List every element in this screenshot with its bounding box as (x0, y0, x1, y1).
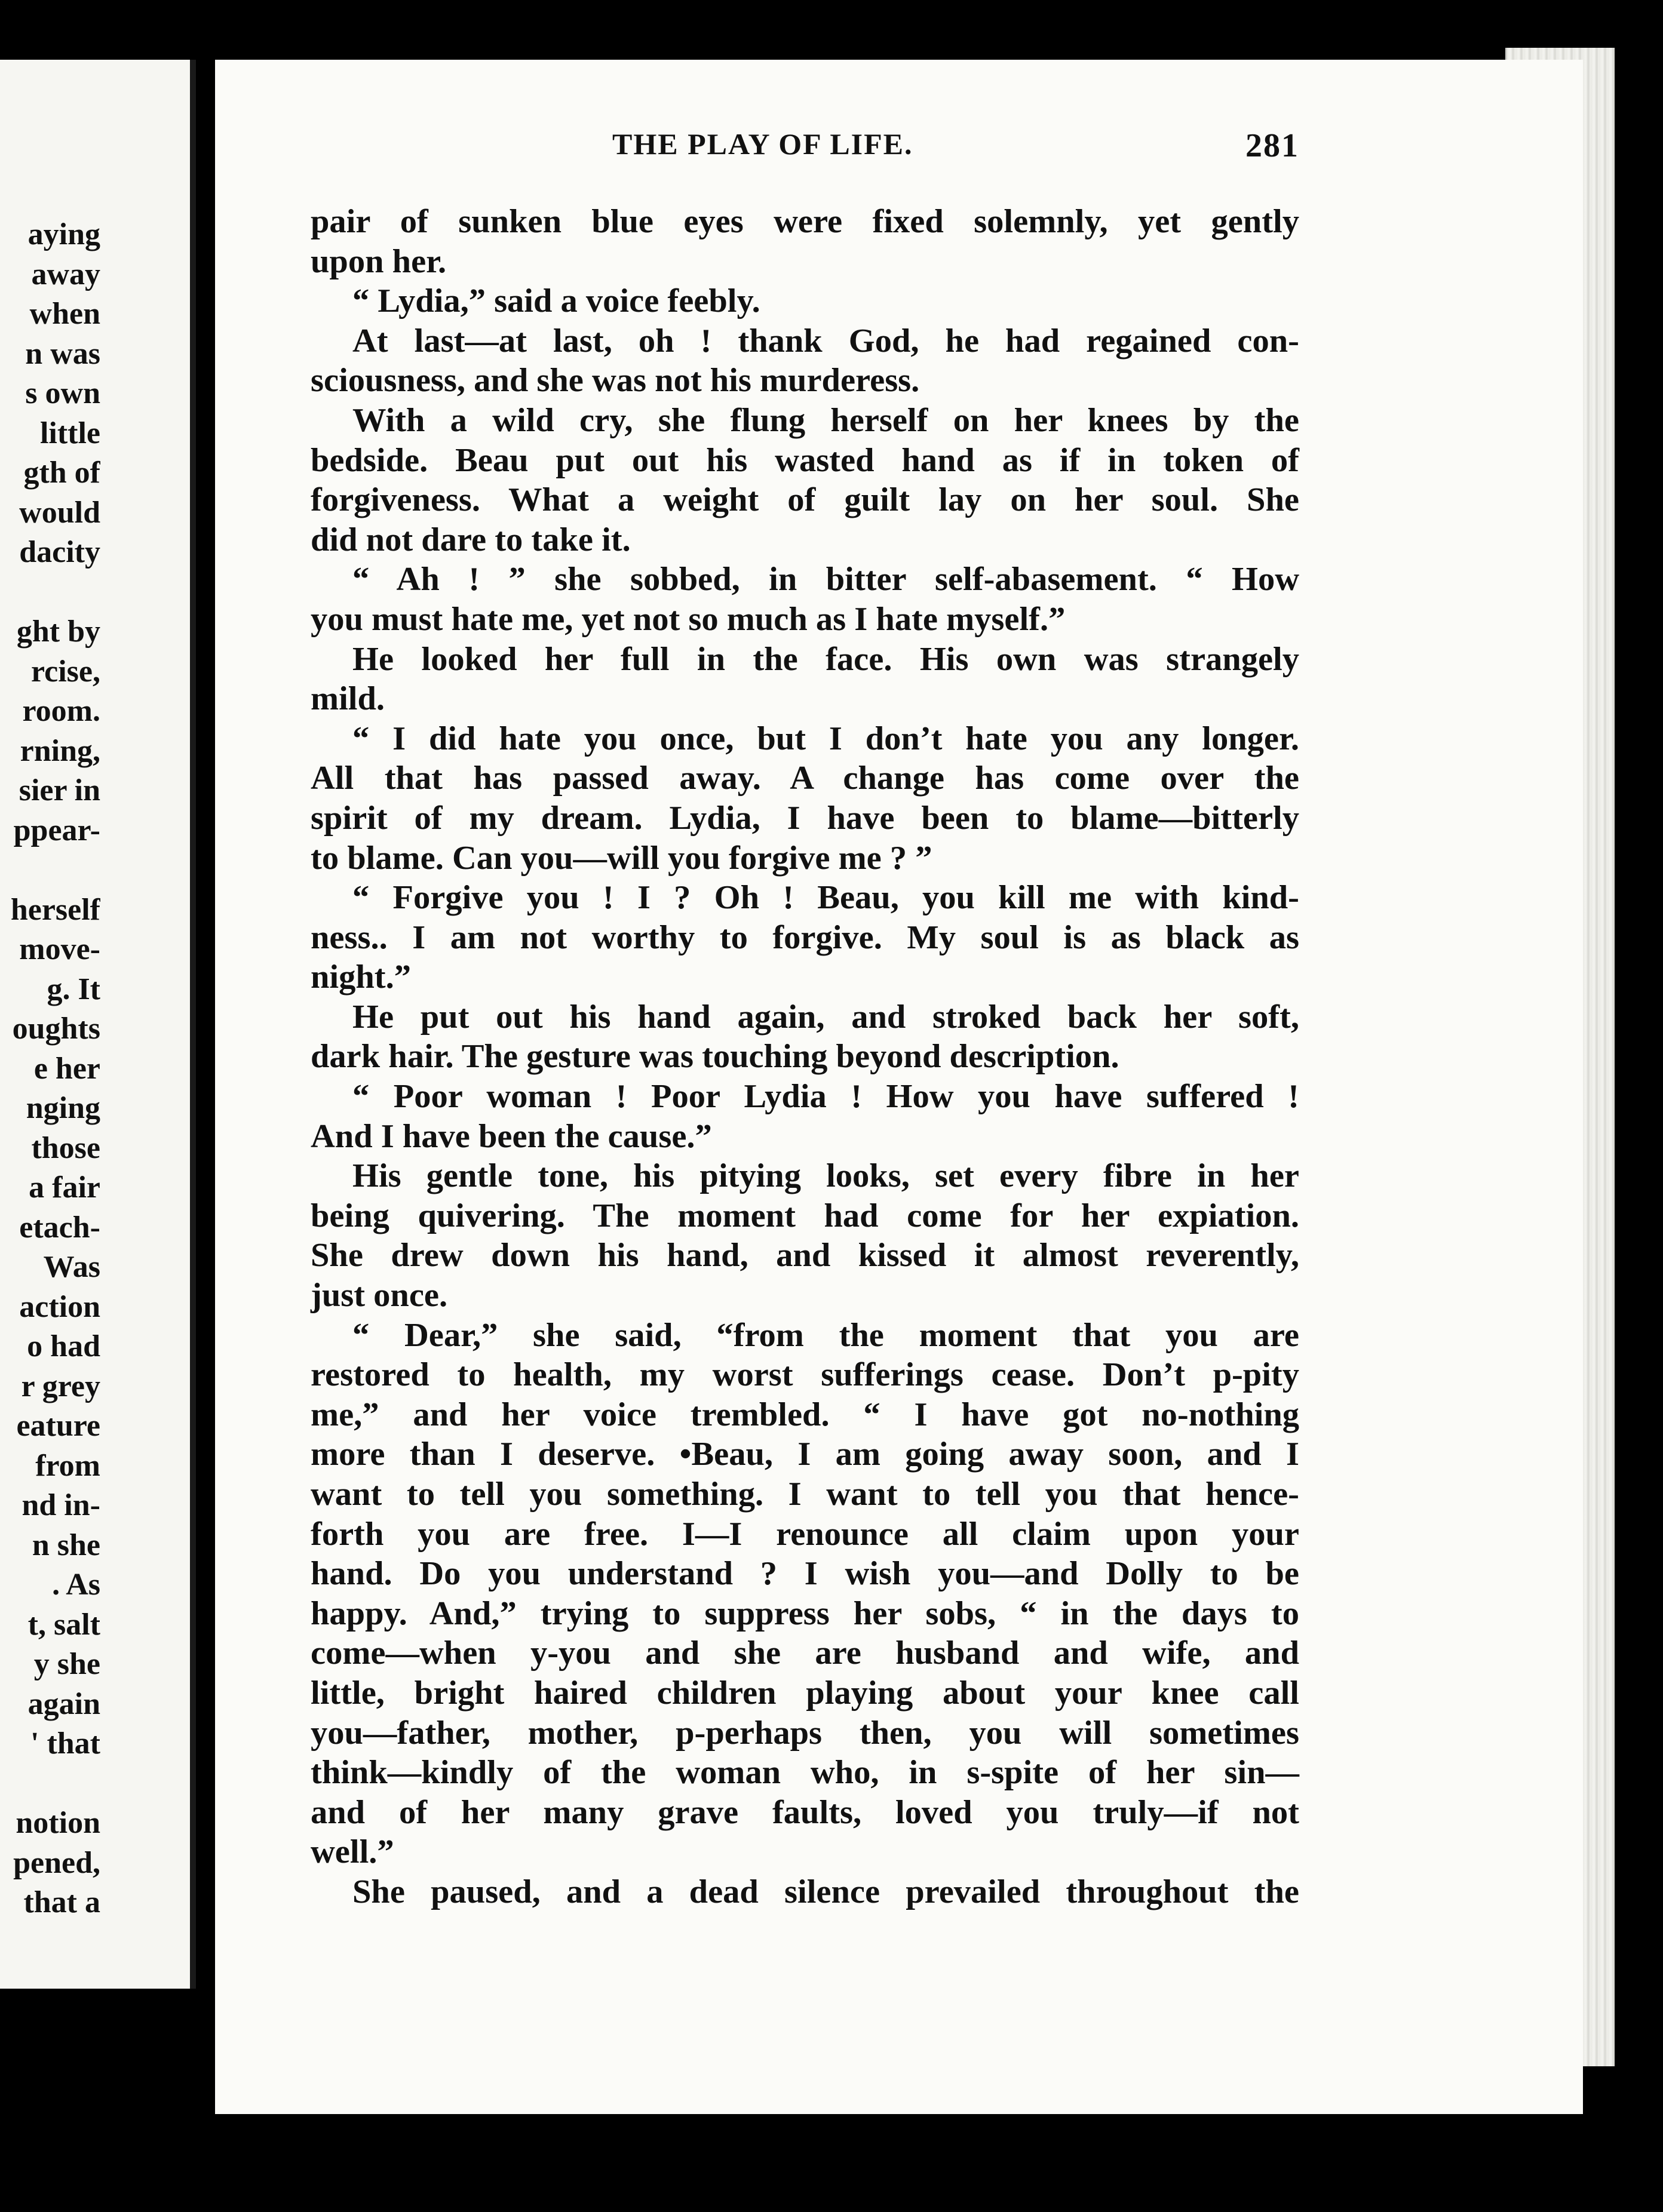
text-line: “ Poor woman ! Poor Lydia ! How you have suffered ! (352, 1078, 1299, 1116)
facing-page-line: ' that (30, 1726, 100, 1761)
facing-page-line: . As (52, 1568, 100, 1602)
facing-page-line: when (29, 297, 100, 331)
facing-page-line: y she (33, 1647, 100, 1681)
text-line: to blame. Can you—will you forgive me ? ” (311, 839, 932, 877)
text-line: “ Forgive you ! I ? Oh ! Beau, you kill me with kind- (352, 879, 1299, 917)
text-line: dark hair. The gesture was touching beyond description. (311, 1038, 1119, 1076)
facing-page-line: rning, (20, 733, 100, 768)
text-line: ness.. I am not worthy to forgive. My soul is as black as (311, 918, 1299, 956)
facing-page-line: away (31, 257, 100, 291)
facing-page-line: ppear- (13, 813, 100, 847)
facing-page-line: would (19, 495, 100, 530)
text-line: think—kindly of the woman who, in s-spite of her sin— (311, 1754, 1299, 1792)
facing-page-line: g. It (47, 972, 100, 1006)
facing-page-line (0, 850, 100, 890)
facing-page-line: a fair (29, 1170, 100, 1205)
facing-page-line: rcise, (31, 654, 100, 689)
facing-page-line: nging (26, 1091, 100, 1125)
text-line: With a wild cry, she flung herself on her knees by the (352, 401, 1299, 439)
facing-page-line: e her (33, 1051, 100, 1086)
page-number: 281 (1245, 127, 1299, 164)
facing-page-line: n she (32, 1528, 100, 1562)
text-line: And I have been the cause.” (311, 1117, 712, 1155)
facing-page-line: from (35, 1448, 100, 1483)
facing-page-line: etach- (19, 1210, 100, 1245)
facing-page-text (0, 215, 100, 1923)
facing-page-line: o had (27, 1329, 100, 1363)
running-title: THE PLAY OF LIFE. (612, 127, 913, 161)
facing-page-line: t, salt (27, 1607, 100, 1642)
text-line: mild. (311, 680, 385, 718)
facing-page-line: pened, (13, 1845, 100, 1880)
facing-page-line: that a (23, 1885, 100, 1919)
facing-page-line: those (31, 1130, 100, 1165)
text-line: come—when y-you and she are husband and wife, and (311, 1635, 1299, 1672)
text-line: want to tell you something. I want to tell you that hence- (311, 1476, 1299, 1513)
text-line: did not dare to take it. (311, 521, 631, 558)
text-line: you—father, mother, p-perhaps then, you will sometimes (311, 1714, 1299, 1752)
facing-page-line: sier in (19, 773, 100, 807)
text-line: being quivering. The moment had come for her expiation. (311, 1197, 1299, 1234)
text-line: forth you are free. I—I renounce all claim upon your (311, 1515, 1299, 1553)
text-line: His gentle tone, his pitying looks, set every fibre in her (352, 1157, 1299, 1195)
text-line: sciousness, and she was not his murderess. (311, 362, 920, 400)
text-line: hand. Do you understand ? I wish you—and Dolly to be (311, 1555, 1299, 1593)
text-line: “ Dear,” she said, “from the moment that you are (352, 1316, 1299, 1354)
text-line: you must hate me, yet not so much as I hate myself.” (311, 600, 1066, 638)
facing-page-line: ght by (16, 615, 100, 649)
text-line: He put out his hand again, and stroked back her soft, (352, 998, 1299, 1036)
body-text (311, 202, 1299, 1912)
facing-page-line: aying (27, 217, 100, 251)
facing-page-line: little (39, 416, 100, 450)
text-line: “ Ah ! ” she sobbed, in bitter self-abasement. “ How (352, 561, 1299, 598)
text-line: pair of sunken blue eyes were fixed solemnly, yet gently (311, 203, 1299, 240)
text-line: At last—at last, oh ! thank God, he had regained con- (352, 322, 1299, 360)
facing-page-line: oughts (12, 1012, 100, 1046)
facing-page-line: n was (25, 336, 100, 371)
text-line: well.” (311, 1833, 394, 1871)
text-line: All that has passed away. A change has come over the (311, 760, 1299, 797)
text-line: spirit of my dream. Lydia, I have been to blame—bitterly (311, 799, 1299, 837)
text-line: night.” (311, 958, 411, 996)
facing-page-line: Was (43, 1250, 100, 1284)
text-line: forgiveness. What a weight of guilt lay on her soul. She (311, 481, 1299, 519)
text-line: She paused, and a dead silence prevailed throughout the (352, 1873, 1299, 1910)
facing-page (0, 60, 196, 1989)
facing-page-line: r grey (21, 1369, 100, 1403)
facing-page-line: again (27, 1686, 100, 1721)
facing-page-line: nd in- (22, 1488, 100, 1522)
facing-page-line: room. (22, 694, 100, 728)
text-line: bedside. Beau put out his wasted hand as if in token of (311, 441, 1299, 479)
text-line: restored to health, my worst sufferings cease. Don’t p-pity (311, 1356, 1299, 1394)
text-line: and of her many grave faults, loved you truly—if not (311, 1793, 1299, 1831)
facing-page-line: s own (25, 376, 100, 410)
facing-page-line: move- (19, 932, 100, 966)
text-line: happy. And,” trying to suppress her sobs, “ in the days to (311, 1595, 1299, 1632)
text-line: “ Lydia,” said a voice feebly. (352, 282, 760, 320)
text-line: upon her. (311, 242, 447, 280)
text-line: just once. (311, 1277, 448, 1314)
text-line: She drew down his hand, and kissed it almost reverently, (311, 1237, 1299, 1274)
facing-page-line: action (19, 1289, 100, 1324)
text-line: little, bright haired children playing about your knee call (311, 1674, 1299, 1712)
facing-page-line: eature (16, 1409, 100, 1443)
facing-page-line: notion (16, 1806, 100, 1840)
text-line: more than I deserve. •Beau, I am going away soon, and I (311, 1436, 1299, 1473)
text-line: He looked her full in the face. His own was strangely (352, 640, 1299, 678)
facing-page-line: dacity (19, 535, 100, 569)
facing-page-line: gth of (23, 456, 100, 490)
facing-page-line (0, 573, 100, 613)
text-line: me,” and her voice trembled. “ I have got no-nothing (311, 1396, 1299, 1433)
text-line: “ I did hate you once, but I don’t hate you any longer. (352, 720, 1299, 757)
facing-page-line (0, 1764, 100, 1804)
facing-page-line: herself (10, 892, 100, 927)
